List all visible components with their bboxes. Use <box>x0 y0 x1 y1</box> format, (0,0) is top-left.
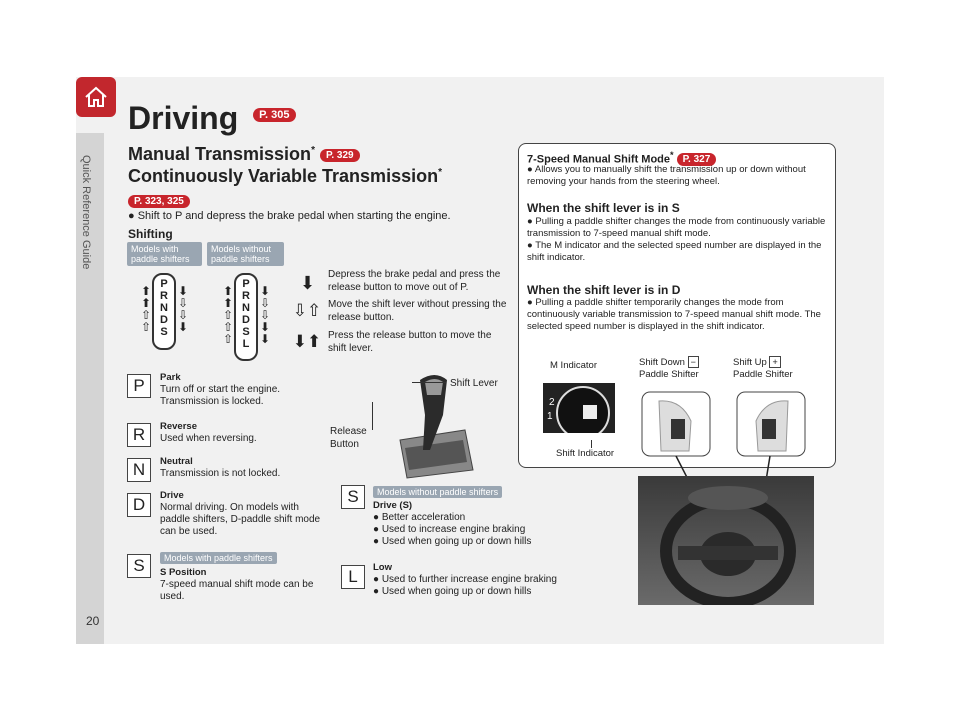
letter-D: D <box>127 493 151 517</box>
gate-b: P R N D S L <box>234 273 258 361</box>
popup-d-items: ● Pulling a paddle shifter temporarily changes the mode from continuously variable transmission to 7-speed manual shift mode. The selected speed number is displayed in the shift indicator. <box>527 297 821 332</box>
legend-press: Press the release button to move the shift lever. <box>328 330 492 354</box>
hollow-arrows-icon: ⇩⇧ <box>292 301 322 320</box>
page-number: 20 <box>86 614 100 628</box>
m-indicator-label: M Indicator <box>550 360 597 371</box>
up-arrows-a: ⬆ ⬆ ⇧ ⇧ <box>140 284 152 334</box>
letter-R: R <box>127 423 151 447</box>
position-reverse: Reverse Used when reversing. <box>160 421 257 444</box>
position-neutral: Neutral Transmission is not locked. <box>160 456 281 479</box>
sidebar-label: Quick Reference Guide <box>80 155 92 270</box>
legend-depress: Depress the brake pedal and press the release button to move out of P. <box>328 269 501 293</box>
down-arrows-b: ⬇ ⇩ ⇩ ⬇ ⬇ <box>259 284 271 346</box>
tag-with-paddle: Models with paddle shifters <box>127 242 202 266</box>
letter-N: N <box>127 458 151 482</box>
shifting-heading: Shifting <box>128 227 173 241</box>
popup-heading-d: When the shift lever is in D <box>527 283 681 297</box>
release-button-label: Release Button <box>330 426 367 450</box>
popup-ref-link[interactable]: P. 327 <box>677 153 717 166</box>
solid-arrows-icon: ⬇⬆ <box>292 332 322 351</box>
shift-indicator-label: Shift Indicator <box>556 448 615 459</box>
position-park: Park Turn off or start the engine. Transmission is locked. <box>160 372 281 407</box>
page-title: Driving P. 305 <box>128 100 296 137</box>
legend-move: Move the shift lever without pressing the release button. <box>328 299 507 323</box>
manual-ref-link[interactable]: P. 329 <box>320 149 360 162</box>
popup-title: 7-Speed Manual Shift Mode* P. 327 <box>527 150 716 166</box>
shift-up-label: Shift Up + Paddle Shifter <box>733 357 793 380</box>
shift-down-label: Shift Down − Paddle Shifter <box>639 357 699 380</box>
title-ref-link[interactable]: P. 305 <box>253 108 295 122</box>
shift-note: ● Shift to P and depress the brake pedal when starting the engine. <box>128 210 451 222</box>
up-arrows-b: ⬆ ⬆ ⇧ ⇧ ⇧ <box>222 284 234 346</box>
position-drive-s: Drive (S) ● Better acceleration ● Used to increase engine braking ● Used when going up or down hills <box>373 500 532 547</box>
popup-heading-s: When the shift lever is in S <box>527 201 680 215</box>
gate-a: P R N D S <box>152 273 176 350</box>
position-s: S Position 7-speed manual shift mode can be used. <box>160 567 314 602</box>
letter-L: L <box>341 565 365 589</box>
svg-text:1: 1 <box>547 411 553 422</box>
minus-key: − <box>688 356 699 368</box>
steering-wheel-photo <box>638 476 814 605</box>
tag-s-with-paddle: Models with paddle shifters <box>160 552 277 564</box>
shift-lever-label: Shift Lever <box>450 378 498 389</box>
position-low: Low ● Used to further increase engine braking ● Used when going up or down hills <box>373 562 557 597</box>
position-drive: Drive Normal driving. On models with paddle shifters, D-paddle shift mode can be used. <box>160 490 321 537</box>
solid-down-arrow-icon: ⬇ <box>300 273 316 293</box>
manual-transmission-heading: Manual Transmission* P. 329 <box>128 144 360 165</box>
plus-key: + <box>769 356 780 368</box>
popup-s-items: ● Pulling a paddle shifter changes the mode from continuously variable transmission to 7-speed manual shift mode. ● The M indicator and the selected speed number are displayed in the shift indicator. <box>527 216 826 263</box>
cvt-heading: Continuously Variable Transmission* <box>128 166 442 186</box>
cvt-ref-link[interactable]: P. 323, 325 <box>128 195 190 208</box>
svg-text:2: 2 <box>549 397 555 408</box>
letter-S: S <box>127 554 151 578</box>
letter-S-drive: S <box>341 485 365 509</box>
tag-without-paddle: Models without paddle shifters <box>207 242 284 266</box>
tag-s-without-paddle: Models without paddle shifters <box>373 486 502 498</box>
down-arrows-a: ⬇ ⇩ ⇩ ⬇ <box>177 284 189 334</box>
letter-P: P <box>127 374 151 398</box>
steering-wheel-icon <box>638 476 814 605</box>
popup-intro: ● Allows you to manually shift the transmission up or down without removing your hands from the steering wheel. <box>527 164 806 187</box>
